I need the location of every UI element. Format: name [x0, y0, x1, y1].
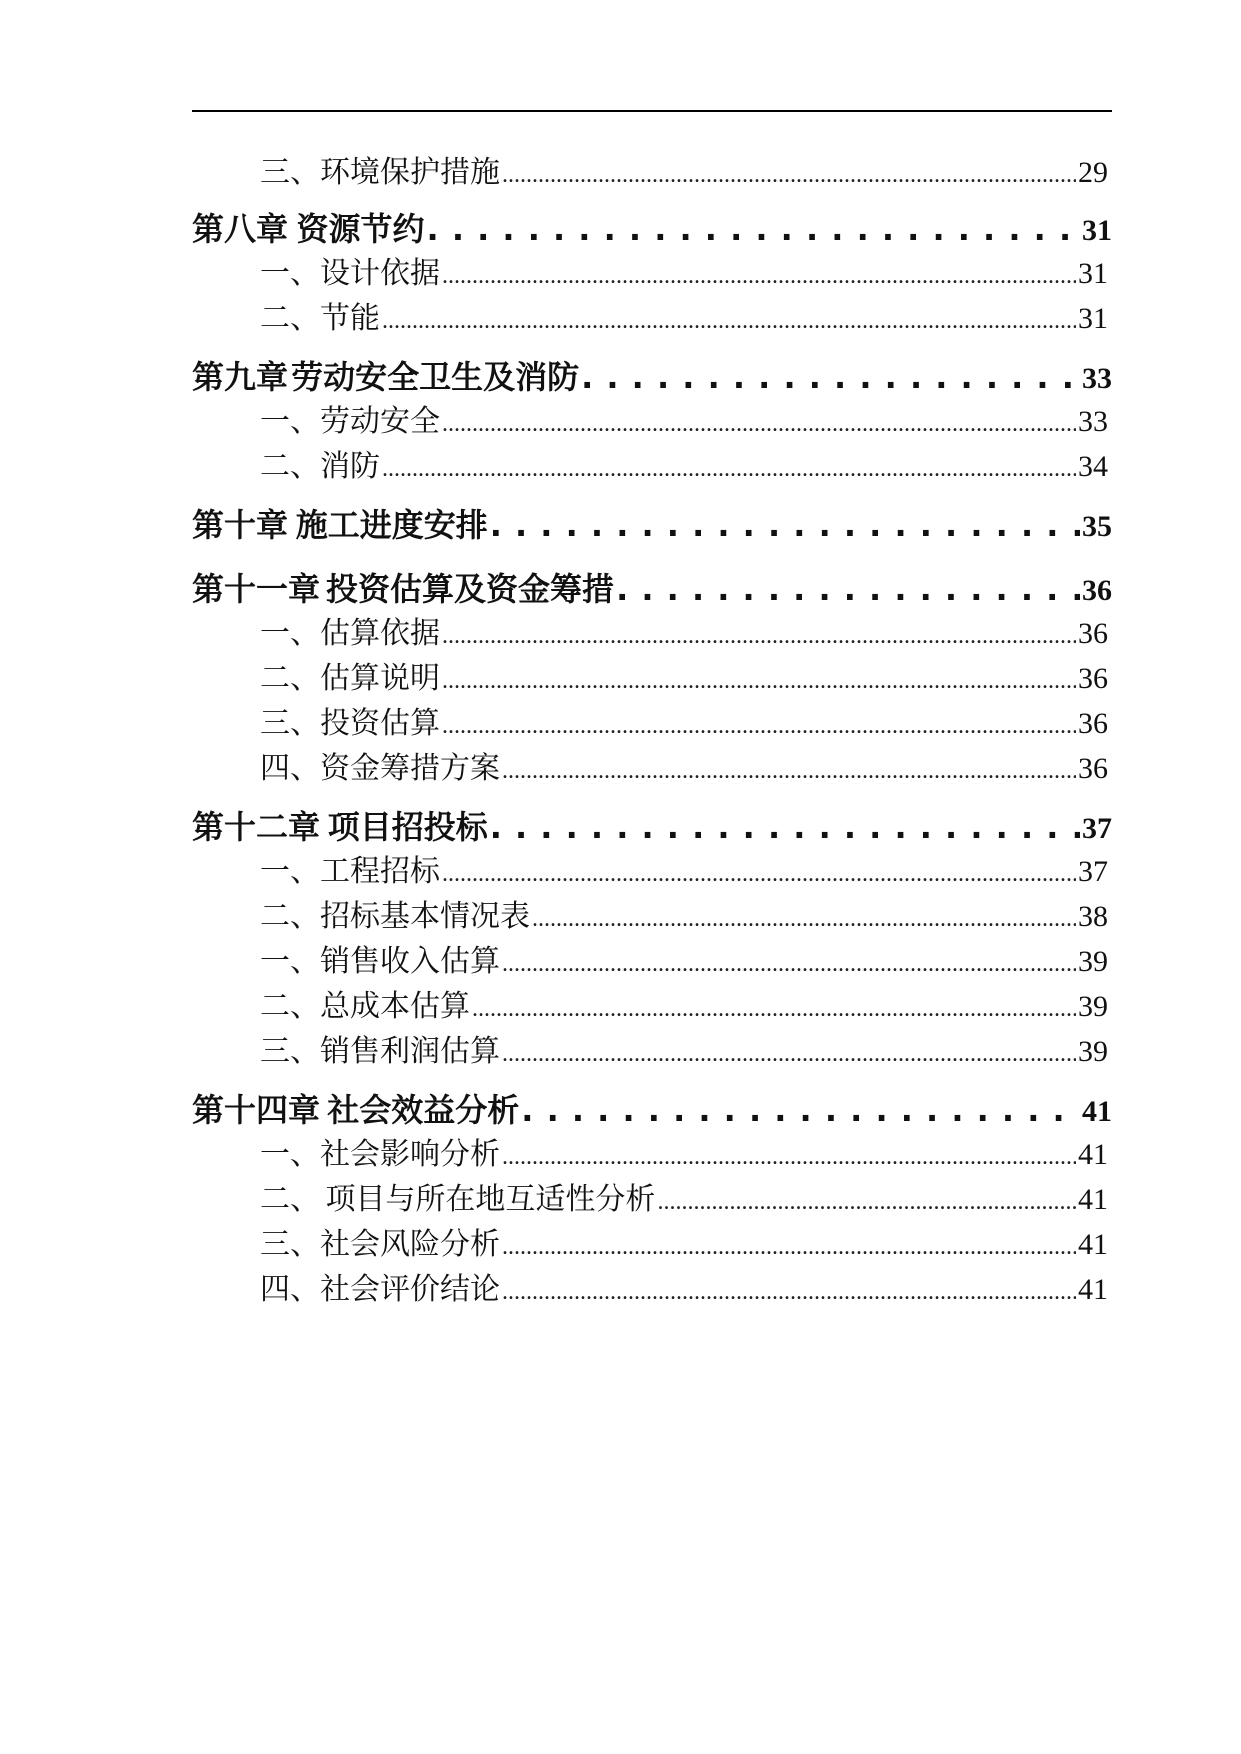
leader-dots: [382, 299, 1076, 344]
toc-entry-prefix: 一、: [260, 616, 320, 651]
toc-entry-prefix: 二、: [260, 989, 320, 1024]
toc-entry-title: 社会影响分析: [320, 1137, 500, 1172]
toc-page-number: 41: [1082, 1095, 1112, 1128]
toc-entry-prefix: 一、: [260, 854, 320, 889]
toc-entry-prefix: 二、: [260, 449, 320, 484]
toc-entry-prefix: 二、: [260, 661, 320, 696]
toc-entry-title: 估算说明: [320, 661, 440, 696]
toc-entry-title: 消防: [320, 449, 380, 484]
toc-entry-prefix: 一、: [260, 404, 320, 439]
chapter-number: 第八章: [192, 210, 289, 248]
toc-entry-prefix: 四、: [260, 1272, 320, 1307]
chapter-number: 第十一章: [192, 570, 321, 608]
toc-entry-5[interactable]: [192, 399, 1112, 444]
toc-page-number: 36: [1078, 752, 1108, 785]
toc-entry-prefix: 二、: [260, 301, 320, 336]
toc-entry-title: 估算依据: [320, 616, 440, 651]
leader-dots: [472, 987, 1076, 1032]
toc-entry-title: 劳动安全: [320, 404, 440, 439]
toc-entry-title: 工程招标: [320, 854, 440, 889]
leader-dots: [442, 254, 1076, 299]
toc-entry-14[interactable]: [192, 849, 1112, 894]
toc-entry-prefix: 三、: [260, 155, 320, 190]
toc-entry-title: 社会评价结论: [320, 1272, 500, 1307]
toc-entry-2[interactable]: [192, 251, 1112, 296]
chapter-title: 社会效益分析: [327, 1091, 520, 1129]
header-rule: [192, 110, 1112, 112]
toc-entry-16[interactable]: [192, 939, 1112, 984]
toc-page-number: 36: [1082, 574, 1112, 607]
leader-dots: [532, 897, 1076, 942]
toc-entry-15[interactable]: [192, 894, 1112, 939]
toc-page-number: 39: [1078, 945, 1108, 978]
toc-entry-prefix: 二、: [260, 1182, 320, 1217]
toc-page-number: 39: [1078, 990, 1108, 1023]
toc-entry-17[interactable]: [192, 984, 1112, 1029]
toc-page-number: 41: [1078, 1273, 1108, 1306]
chapter-title: 投资估算及资金筹措: [326, 570, 615, 608]
toc-entry-title: 设计依据: [320, 256, 440, 291]
leader-dots: [502, 749, 1076, 794]
toc-page-number: 34: [1078, 450, 1108, 483]
toc-page-number: 31: [1078, 302, 1108, 335]
leader-dots: [657, 1180, 1076, 1225]
toc-entry-3[interactable]: [192, 296, 1112, 341]
chapter-number: 第十章: [192, 506, 289, 544]
toc-page-number: 29: [1078, 156, 1108, 189]
toc-entry-prefix: 一、: [260, 1137, 320, 1172]
toc-entry-title: 项目与所在地互适性分析: [325, 1182, 656, 1217]
toc-entry-prefix: 四、: [260, 751, 320, 786]
leader-dots: [442, 704, 1076, 749]
toc-entry-prefix: 三、: [260, 706, 320, 741]
toc-page-number: 35: [1082, 510, 1112, 543]
leader-dots: [502, 1135, 1076, 1180]
toc-page-number: 37: [1078, 855, 1108, 888]
toc-page-number: 38: [1078, 900, 1108, 933]
chapter-number: 第十二章: [192, 808, 321, 846]
toc-page-number: 39: [1078, 1035, 1108, 1068]
toc-page-number: 41: [1078, 1183, 1108, 1216]
toc-entry-0[interactable]: [192, 150, 1112, 195]
toc-entry-11[interactable]: [192, 701, 1112, 746]
toc-entry-prefix: 一、: [260, 256, 320, 291]
leader-dots: [442, 659, 1076, 704]
toc-entry-title: 销售利润估算: [320, 1034, 500, 1069]
toc-page-number: 31: [1078, 257, 1108, 290]
toc-entry-title: 节能: [320, 301, 380, 336]
toc-entry-title: 社会风险分析: [320, 1227, 500, 1262]
toc-entry-20[interactable]: [192, 1132, 1112, 1177]
toc-entry-6[interactable]: [192, 444, 1112, 489]
leader-dots: [616, 557, 1080, 621]
leader-dots: [502, 1032, 1076, 1077]
toc-entry-title: 投资估算: [320, 706, 440, 741]
table-of-contents: [192, 148, 1112, 1312]
chapter-title: 资源节约: [296, 210, 425, 248]
toc-entry-18[interactable]: [192, 1029, 1112, 1074]
toc-entry-22[interactable]: [192, 1222, 1112, 1267]
toc-entry-21[interactable]: [192, 1177, 1112, 1222]
toc-entry-title: 销售收入估算: [320, 944, 500, 979]
leader-dots: [490, 493, 1080, 557]
toc-entry-12[interactable]: [192, 746, 1112, 791]
toc-entry-title: 环境保护措施: [320, 155, 500, 190]
leader-dots: [442, 614, 1076, 659]
toc-page-number: 36: [1078, 617, 1108, 650]
chapter-title: 项目招投标: [327, 808, 488, 846]
chapter-number: 第十四章: [192, 1091, 321, 1129]
toc-entry-title: 招标基本情况表: [320, 899, 530, 934]
toc-chapter-10[interactable]: [192, 493, 1112, 557]
leader-dots: [521, 1078, 1080, 1142]
toc-entry-prefix: 一、: [260, 944, 320, 979]
leader-dots: [502, 942, 1076, 987]
toc-page-number: 37: [1082, 812, 1112, 845]
toc-entry-23[interactable]: [192, 1267, 1112, 1312]
toc-page-number: 31: [1082, 214, 1112, 247]
leader-dots: [502, 1225, 1076, 1270]
leader-dots: [382, 447, 1076, 492]
toc-page-number: 41: [1078, 1228, 1108, 1261]
chapter-title: 劳动安全卫生及消防: [291, 358, 580, 396]
toc-page-number: 36: [1078, 662, 1108, 695]
toc-entry-prefix: 三、: [260, 1227, 320, 1262]
toc-entry-10[interactable]: [192, 656, 1112, 701]
toc-page-number: 36: [1078, 707, 1108, 740]
toc-entry-title: 总成本估算: [320, 989, 470, 1024]
leader-dots: [502, 153, 1076, 198]
leader-dots: [442, 402, 1076, 447]
leader-dots: [427, 197, 1080, 261]
toc-entry-title: 资金筹措方案: [320, 751, 500, 786]
toc-entry-prefix: 二、: [260, 899, 320, 934]
toc-entry-9[interactable]: [192, 611, 1112, 656]
leader-dots: [502, 1270, 1076, 1315]
chapter-title: 施工进度安排: [295, 506, 488, 544]
chapter-number: 第九章: [192, 358, 289, 396]
toc-page-number: 33: [1082, 362, 1112, 395]
toc-entry-prefix: 三、: [260, 1034, 320, 1069]
toc-page-number: 33: [1078, 405, 1108, 438]
leader-dots: [442, 852, 1076, 897]
leader-dots: [490, 795, 1080, 859]
toc-page-number: 41: [1078, 1138, 1108, 1171]
leader-dots: [581, 345, 1080, 409]
